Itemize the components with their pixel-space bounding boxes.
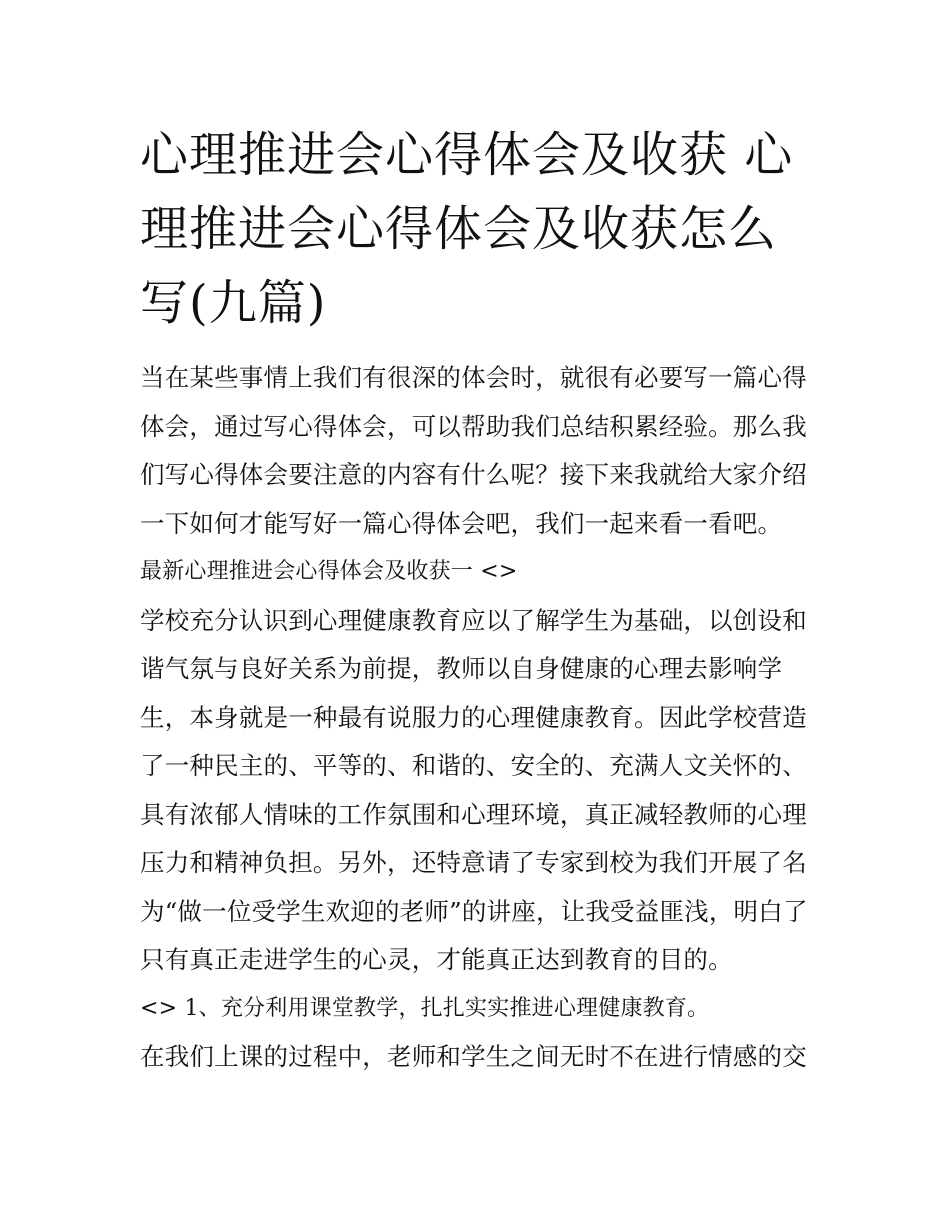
- intro-line: 一下如何才能写好一篇心得体会吧，我们一起来看一看吧。: [140, 508, 783, 538]
- document-page: [140, 118, 816, 1082]
- section-line: 压力和精神负担。另外，还特意请了专家到校为我们开展了名: [140, 848, 807, 877]
- title-line: 写(九篇): [140, 275, 327, 331]
- section-line: 为“做一位受学生欢迎的老师”的讲座，让我受益匪浅，明白了: [140, 896, 808, 926]
- body-line: 在我们上课的过程中，老师和学生之间无时不在进行情感的交: [140, 1042, 807, 1071]
- title-line: 心理推进会心得体会及收获 心: [140, 127, 794, 183]
- section-line: 具有浓郁人情味的工作氛围和心理环境，真正减轻教师的心理: [140, 799, 807, 829]
- title-line: 理推进会心得体会及收获怎么: [140, 201, 778, 257]
- point-heading: <> 1、充分利用课堂教学，扎扎实实推进心理健康教育。: [140, 995, 710, 1021]
- intro-line: 们写心得体会要注意的内容有什么呢？接下来我就给大家介绍: [140, 460, 807, 489]
- document-body: [140, 354, 816, 1082]
- section-line: 学校充分认识到心理健康教育应以了解学生为基础，以创设和: [140, 605, 807, 635]
- section-line: 谐气氛与良好关系为前提，教师以自身健康的心理去影响学: [140, 654, 783, 683]
- intro-line: 当在某些事情上我们有很深的体会时，就很有必要写一篇心得: [140, 363, 807, 392]
- intro-line: 体会，通过写心得体会，可以帮助我们总结积累经验。那么我: [140, 411, 807, 441]
- section-line: 只有真正走进学生的心灵，才能真正达到教育的目的。: [140, 945, 733, 974]
- section-heading: 最新心理推进会心得体会及收获一 <>: [140, 559, 518, 584]
- document-title: [140, 118, 816, 340]
- section-line: 了一种民主的、平等的、和谐的、安全的、充满人文关怀的、: [140, 751, 807, 780]
- section-line: 生，本身就是一种最有说服力的心理健康教育。因此学校营造: [140, 702, 807, 732]
